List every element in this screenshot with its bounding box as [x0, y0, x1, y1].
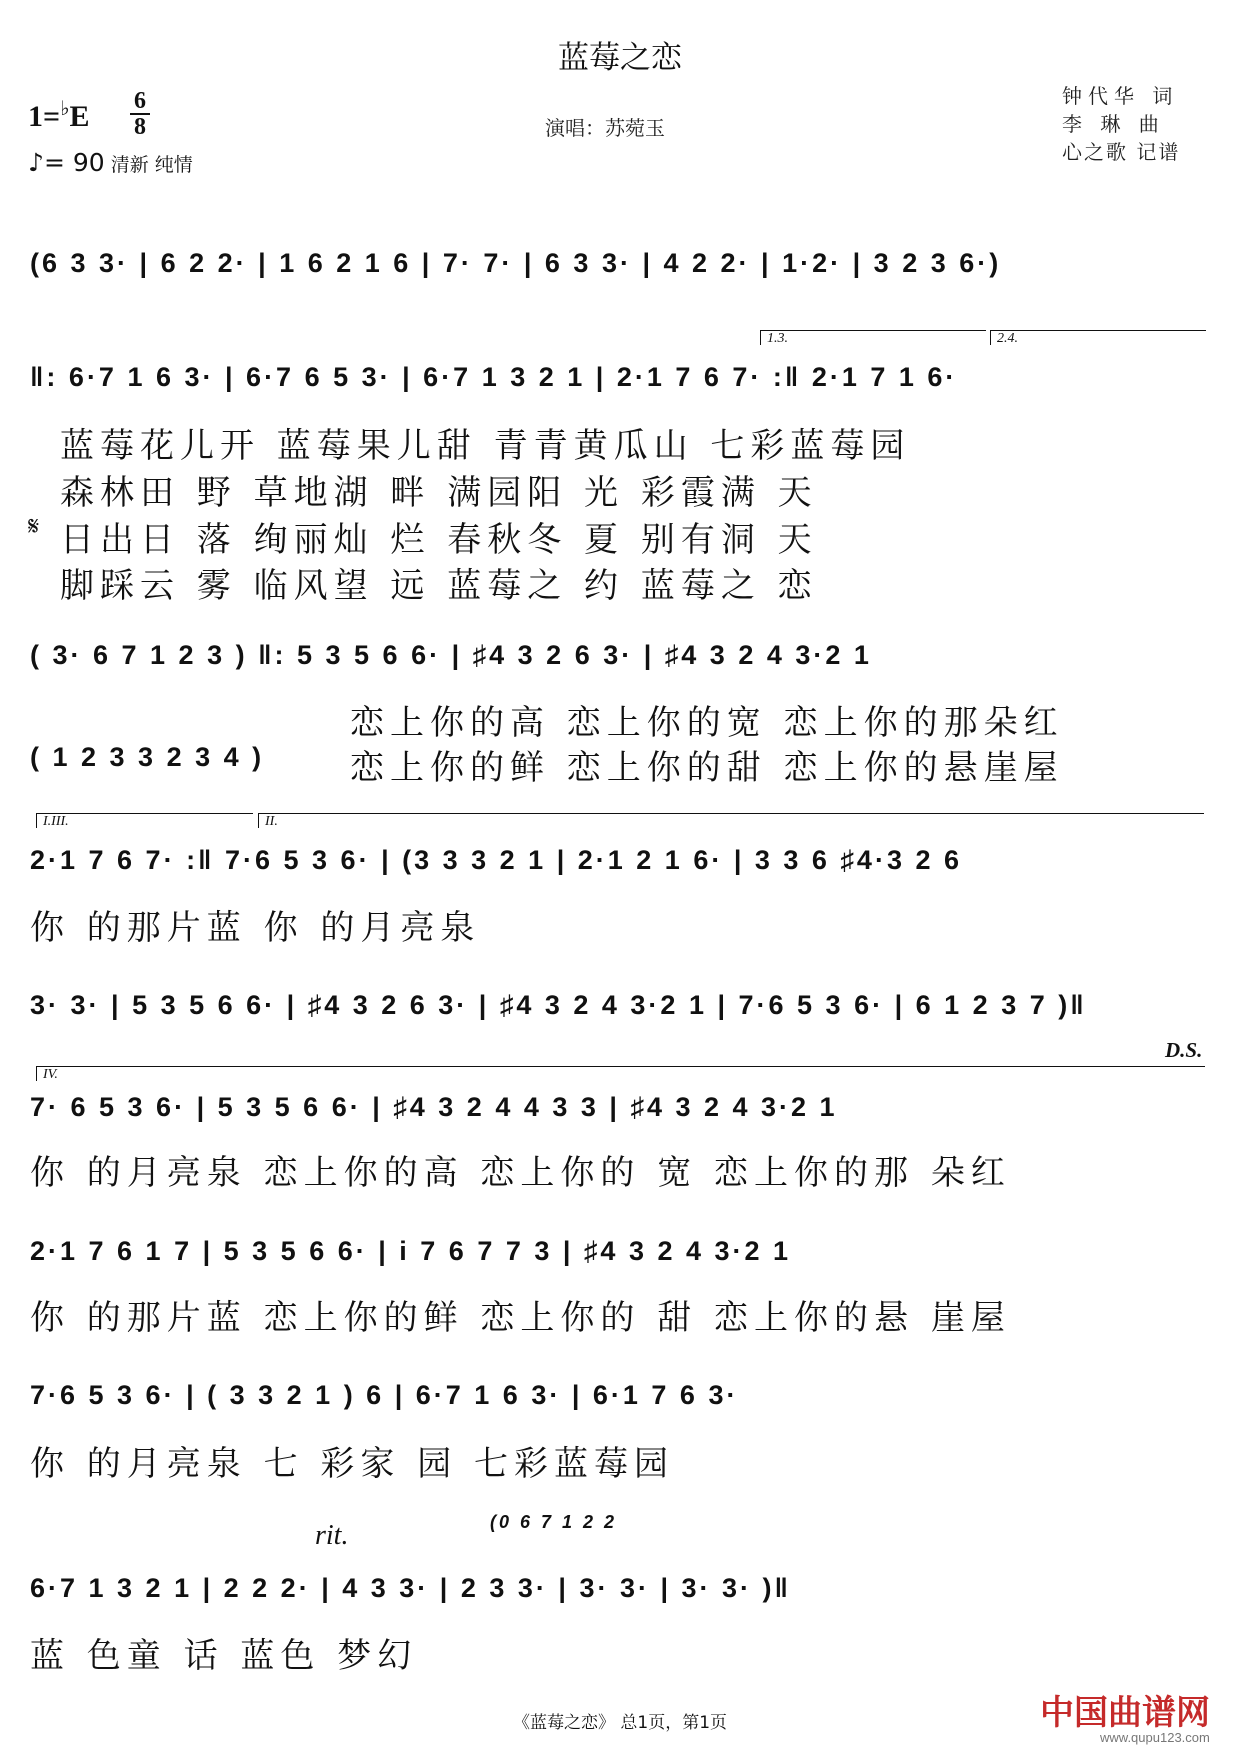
- lyric-verse-2: 森林田 野 草地湖 畔 满园阳 光 彩霞满 天: [60, 473, 818, 513]
- page-footer: 《蓝莓之恋》 总1页，第1页: [512, 1713, 728, 1733]
- score-line-4: 2·1 7 6 7· :‖ 7·6 5 3 6· | (3 3 3 2 1 | 2·1 2 1 6· | 3 3 6 ♯4·3 2 6: [30, 845, 962, 875]
- score-line-5: 3· 3· | 5 3 5 6 6· | ♯4 3 2 6 3· | ♯4 3 2 4 3·2 1 | 7·6 5 3 6· | 6 1 2 3 7 )‖: [30, 990, 1087, 1020]
- composer-credit: 李 琳 曲: [1062, 112, 1165, 136]
- site-logo: 中国曲谱网 www.qupu123.com: [1040, 1693, 1210, 1745]
- lyric-line-6: 你 的月亮泉 恋上你的高 恋上你的 宽 恋上你的那 朵红: [30, 1153, 1011, 1193]
- score-line-8: 7·6 5 3 6· | ( 3 3 2 1 ) 6 | 6·7 1 6 3· | 6·1 7 6 3·: [30, 1380, 739, 1410]
- score-line-3-alt: ( 1 2 3 3 2 3 4 ): [30, 742, 265, 772]
- score-line-1: (6 3 3· | 6 2 2· | 1 6 2 1 6 | 7· 7· | 6 3 3· | 4 2 2· | 1·2· | 3 2 3 6·): [30, 248, 1002, 278]
- lyricist-credit: 钟代华 词: [1062, 84, 1179, 108]
- score-line-3: ( 3· 6 7 1 2 3 ) ‖: 5 3 5 6 6· | ♯4 3 2 6 3· | ♯4 3 2 4 3·2 1: [30, 640, 872, 670]
- lyric-line-9: 蓝 色童 话 蓝色 梦幻: [30, 1636, 418, 1676]
- volta-bracket-4: II.: [258, 813, 1204, 828]
- lyric-verse-4: 脚踩云 雾 临风望 远 蓝莓之 约 蓝莓之 恋: [60, 566, 818, 606]
- volta-bracket-3: I.III.: [36, 813, 253, 828]
- volta-bracket-5: IV.: [36, 1066, 1205, 1081]
- score-line-2: ‖: 6·7 1 6 3· | 6·7 6 5 3· | 6·7 1 3 2 1 | 2·1 7 6 7· :‖ 2·1 7 1 6·: [30, 362, 958, 392]
- score-line-9: 6·7 1 3 2 1 | 2 2 2· | 4 3 3· | 2 3 3· | 3· 3· | 3· 3· )‖: [30, 1573, 791, 1603]
- grace-phrase: (0 6 7 1 2 2: [490, 1512, 618, 1532]
- mood-text: 清新 纯情: [110, 154, 193, 176]
- ds-marking: D.S.: [1165, 1038, 1203, 1062]
- lyric-verse-3: 日出日 落 绚丽灿 烂 春秋冬 夏 别有洞 天: [60, 520, 818, 560]
- score-line-6: 7· 6 5 3 6· | 5 3 5 6 6· | ♯4 3 2 4 4 3 3 | ♯4 3 2 4 3·2 1: [30, 1092, 838, 1122]
- lyric-line-4: 你 的那片蓝 你 的月亮泉: [30, 908, 481, 948]
- lyric-line-8: 你 的月亮泉 七 彩家 园 七彩蓝莓园: [30, 1444, 675, 1484]
- score-line-7: 2·1 7 6 1 7 | 5 3 5 6 6· | i 7 6 7 7 3 | ♯4 3 2 4 3·2 1: [30, 1236, 792, 1266]
- tempo-marking: ♪= 90 清新 纯情: [28, 148, 193, 177]
- lyric-chorus-1: 恋上你的高 恋上你的宽 恋上你的那朵红: [350, 703, 1064, 743]
- volta-bracket-1: 1.3.: [760, 330, 986, 345]
- segno-icon: 𝄋: [28, 512, 46, 542]
- key-signature: 1=♭E: [28, 98, 90, 133]
- song-title: 蓝莓之恋: [558, 40, 682, 76]
- time-signature: 6 8: [130, 90, 150, 138]
- lyric-verse-1: 蓝莓花儿开 蓝莓果儿甜 青青黄瓜山 七彩蓝莓园: [60, 426, 911, 466]
- flat-symbol: ♭: [60, 98, 70, 120]
- lyric-line-7: 你 的那片蓝 恋上你的鲜 恋上你的 甜 恋上你的悬 崖屋: [30, 1298, 1011, 1338]
- volta-bracket-2: 2.4.: [990, 330, 1206, 345]
- rit-marking: rit.: [315, 1520, 349, 1551]
- transcriber-credit: 心之歌 记谱: [1062, 140, 1181, 164]
- lyric-chorus-2: 恋上你的鲜 恋上你的甜 恋上你的悬崖屋: [350, 748, 1064, 788]
- site-url: www.qupu123.com: [1100, 1730, 1210, 1745]
- singer-credit: 演唱：苏菀玉: [545, 116, 665, 140]
- eighth-note-icon: ♪: [28, 148, 44, 177]
